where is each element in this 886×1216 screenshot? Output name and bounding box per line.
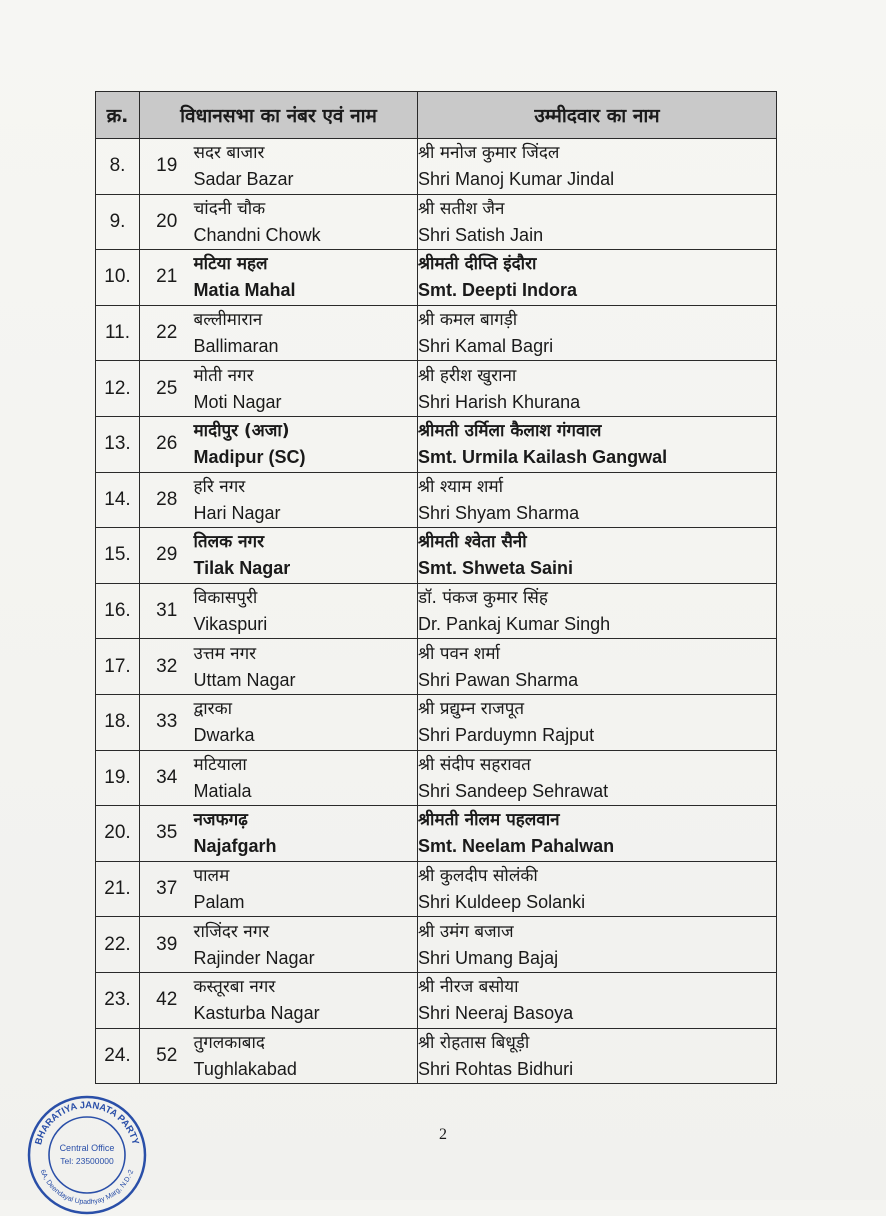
candidate-name-english: Smt. Neelam Pahalwan [418,836,615,857]
candidate-cell [418,305,777,361]
header-constituency: विधानसभा का नंबर एवं नाम [140,92,418,139]
serial-cell: 20. [96,806,140,862]
constituency-number-cell: 26 [140,416,194,472]
constituency-name-english: Palam [193,892,245,913]
candidate-name-hindi: डॉ. पंकज कुमार सिंह [418,588,548,609]
serial-cell: 14. [96,472,140,528]
constituency-name-hindi: राजिंदर नगर [193,921,270,942]
constituency-name-english: Ballimaran [193,336,279,357]
constituency-number-cell: 37 [140,861,194,917]
table-row [96,972,777,1028]
candidate-name-english: Smt. Urmila Kailash Gangwal [418,447,668,468]
serial-cell: 16. [96,583,140,639]
candidate-cell [418,806,777,862]
constituency-name-cell [194,639,418,695]
constituency-name-hindi: विकासपुरी [193,588,258,609]
constituency-name-english: Dwarka [193,725,255,746]
constituency-number-cell: 35 [140,806,194,862]
candidate-name-hindi: श्रीमती दीप्ति इंदौरा [418,254,537,275]
candidate-name-hindi: श्री कमल बागड़ी [418,310,518,331]
candidate-cell [418,472,777,528]
constituency-name-english: Sadar Bazar [193,169,294,190]
candidate-name-english: Shri Kuldeep Solanki [418,892,586,913]
header-serial: क्र. [96,92,140,139]
candidate-name-english: Shri Shyam Sharma [418,502,580,523]
svg-text:6A, Deendayal Upadhyay Marg, N [39,1169,136,1206]
candidate-name-hindi: श्री श्याम शर्मा [418,476,504,497]
candidate-name-hindi: श्रीमती उर्मिला कैलाश गंगवाल [418,421,602,442]
candidate-cell [418,194,777,250]
table-row [96,361,777,417]
table-row [96,861,777,917]
constituency-number-cell: 29 [140,528,194,584]
svg-text:BHARATIYA JANATA PARTY [33,1100,141,1147]
stamp-tel-text: Tel: 23500000 [60,1156,114,1166]
table-row [96,250,777,306]
constituency-name-cell [194,472,418,528]
constituency-name-cell [194,305,418,361]
constituency-name-hindi: बल्लीमारान [193,310,263,331]
candidate-name-hindi: श्री संदीप सहरावत [418,754,531,775]
constituency-name-cell [194,750,418,806]
constituency-name-cell [194,139,418,195]
constituency-number-cell: 32 [140,639,194,695]
constituency-name-english: Vikaspuri [193,614,268,635]
candidate-name-hindi: श्री हरीश खुराना [418,365,517,386]
table-row [96,416,777,472]
constituency-name-english: Tilak Nagar [193,558,291,579]
constituency-name-cell [194,1028,418,1084]
constituency-name-english: Madipur (SC) [193,447,306,468]
serial-cell: 23. [96,972,140,1028]
constituency-name-cell [194,361,418,417]
constituency-number-cell: 22 [140,305,194,361]
candidate-name-english: Dr. Pankaj Kumar Singh [418,614,611,635]
candidate-name-english: Shri Sandeep Sehrawat [418,780,609,801]
constituency-name-hindi: मादीपुर (अजा) [193,421,290,442]
table-row [96,806,777,862]
serial-cell: 12. [96,361,140,417]
table-row [96,139,777,195]
candidate-cell [418,1028,777,1084]
constituency-name-hindi: मोती नगर [193,365,254,386]
candidate-cell [418,972,777,1028]
constituency-name-english: Kasturba Nagar [193,1003,320,1024]
candidate-name-english: Shri Pawan Sharma [418,669,579,690]
serial-cell: 22. [96,917,140,973]
constituency-name-hindi: कस्तूरबा नगर [193,977,276,998]
table-row [96,583,777,639]
constituency-number-cell: 25 [140,361,194,417]
constituency-name-hindi: पालम [193,866,230,887]
constituency-number-cell: 21 [140,250,194,306]
constituency-name-english: Hari Nagar [193,502,281,523]
constituency-name-cell [194,528,418,584]
constituency-name-cell [194,583,418,639]
serial-cell: 18. [96,694,140,750]
constituency-name-english: Uttam Nagar [193,669,296,690]
candidate-name-hindi: श्री प्रद्युम्न राजपूत [418,699,525,720]
constituency-number-cell: 34 [140,750,194,806]
candidate-name-english: Shri Umang Bajaj [418,947,559,968]
candidate-name-hindi: श्री उमंग बजाज [418,921,514,942]
constituency-name-hindi: तुगलकाबाद [193,1032,265,1053]
serial-cell: 24. [96,1028,140,1084]
candidate-name-english: Shri Manoj Kumar Jindal [418,169,615,190]
constituency-name-english: Matiala [193,780,252,801]
serial-cell: 8. [96,139,140,195]
constituency-name-english: Tughlakabad [193,1058,297,1079]
constituency-number-cell: 52 [140,1028,194,1084]
candidate-table [95,91,777,1084]
stamp-party-text: BHARATIYA JANATA PARTY [33,1099,141,1147]
serial-cell: 19. [96,750,140,806]
constituency-name-cell [194,416,418,472]
candidate-cell [418,750,777,806]
candidate-name-english: Shri Parduymn Rajput [418,725,595,746]
constituency-name-hindi: हरि नगर [193,476,246,497]
constituency-name-hindi: मटियाला [193,754,247,775]
constituency-number-cell: 31 [140,583,194,639]
constituency-name-hindi: उत्तम नगर [193,643,257,664]
constituency-name-hindi: चांदनी चौक [193,198,266,219]
candidate-name-hindi: श्री सतीश जैन [418,198,505,219]
constituency-number-cell: 20 [140,194,194,250]
table-row [96,917,777,973]
candidate-name-english: Smt. Shweta Saini [418,558,574,579]
constituency-name-english: Najafgarh [193,836,277,857]
candidate-cell [418,694,777,750]
table-row [96,528,777,584]
serial-cell: 11. [96,305,140,361]
constituency-name-cell [194,806,418,862]
candidate-cell [418,861,777,917]
constituency-name-cell [194,694,418,750]
constituency-name-cell [194,917,418,973]
constituency-name-cell [194,250,418,306]
constituency-name-hindi: सदर बाजार [193,143,265,164]
candidate-name-english: Shri Neeraj Basoya [418,1003,574,1024]
table-row [96,750,777,806]
candidate-name-hindi: श्री कुलदीप सोलंकी [418,866,538,887]
stamp-office-text: Central Office [59,1143,115,1153]
serial-cell: 21. [96,861,140,917]
constituency-name-hindi: द्वारका [193,699,233,720]
candidate-cell [418,528,777,584]
candidate-cell [418,583,777,639]
constituency-name-hindi: नजफगढ़ [193,810,248,831]
page-number: 2 [439,1126,447,1143]
candidate-name-hindi: श्री पवन शर्मा [418,643,500,664]
constituency-name-english: Moti Nagar [193,391,282,412]
serial-cell: 15. [96,528,140,584]
table-row [96,639,777,695]
constituency-number-cell: 28 [140,472,194,528]
constituency-name-english: Rajinder Nagar [193,947,315,968]
candidate-name-english: Smt. Deepti Indora [418,280,578,301]
candidate-name-english: Shri Harish Khurana [418,391,581,412]
serial-cell: 13. [96,416,140,472]
candidate-cell [418,139,777,195]
table-header-row [96,92,777,139]
candidate-cell [418,917,777,973]
stamp-address-text: 6A, Deendayal Upadhyay Marg, N.D.-2 [38,1168,136,1207]
table-row [96,1028,777,1084]
table-row [96,305,777,361]
candidate-name-hindi: श्रीमती नीलम पहलवान [418,810,560,831]
serial-cell: 10. [96,250,140,306]
constituency-number-cell: 42 [140,972,194,1028]
candidate-name-hindi: श्री मनोज कुमार जिंदल [418,143,560,164]
candidate-name-hindi: श्रीमती श्वेता सैनी [418,532,527,553]
constituency-name-cell [194,972,418,1028]
constituency-name-cell [194,861,418,917]
constituency-name-cell [194,194,418,250]
candidate-name-hindi: श्री रोहतास बिधूड़ी [418,1032,530,1053]
constituency-name-english: Matia Mahal [193,280,296,301]
constituency-number-cell: 33 [140,694,194,750]
party-office-stamp [26,1094,148,1216]
table-row [96,694,777,750]
header-candidate: उम्मीदवार का नाम [418,92,777,139]
constituency-number-cell: 39 [140,917,194,973]
table-row [96,194,777,250]
candidate-name-english: Shri Satish Jain [418,224,544,245]
candidate-cell [418,416,777,472]
candidate-name-hindi: श्री नीरज बसोया [418,977,519,998]
serial-cell: 9. [96,194,140,250]
candidate-cell [418,250,777,306]
constituency-number-cell: 19 [140,139,194,195]
candidate-cell [418,361,777,417]
table-row [96,472,777,528]
constituency-name-hindi: तिलक नगर [193,532,265,553]
candidate-cell [418,639,777,695]
constituency-name-english: Chandni Chowk [193,224,321,245]
candidate-name-english: Shri Rohtas Bidhuri [418,1058,574,1079]
constituency-name-hindi: मटिया महल [193,254,268,275]
candidate-name-english: Shri Kamal Bagri [418,336,554,357]
serial-cell: 17. [96,639,140,695]
